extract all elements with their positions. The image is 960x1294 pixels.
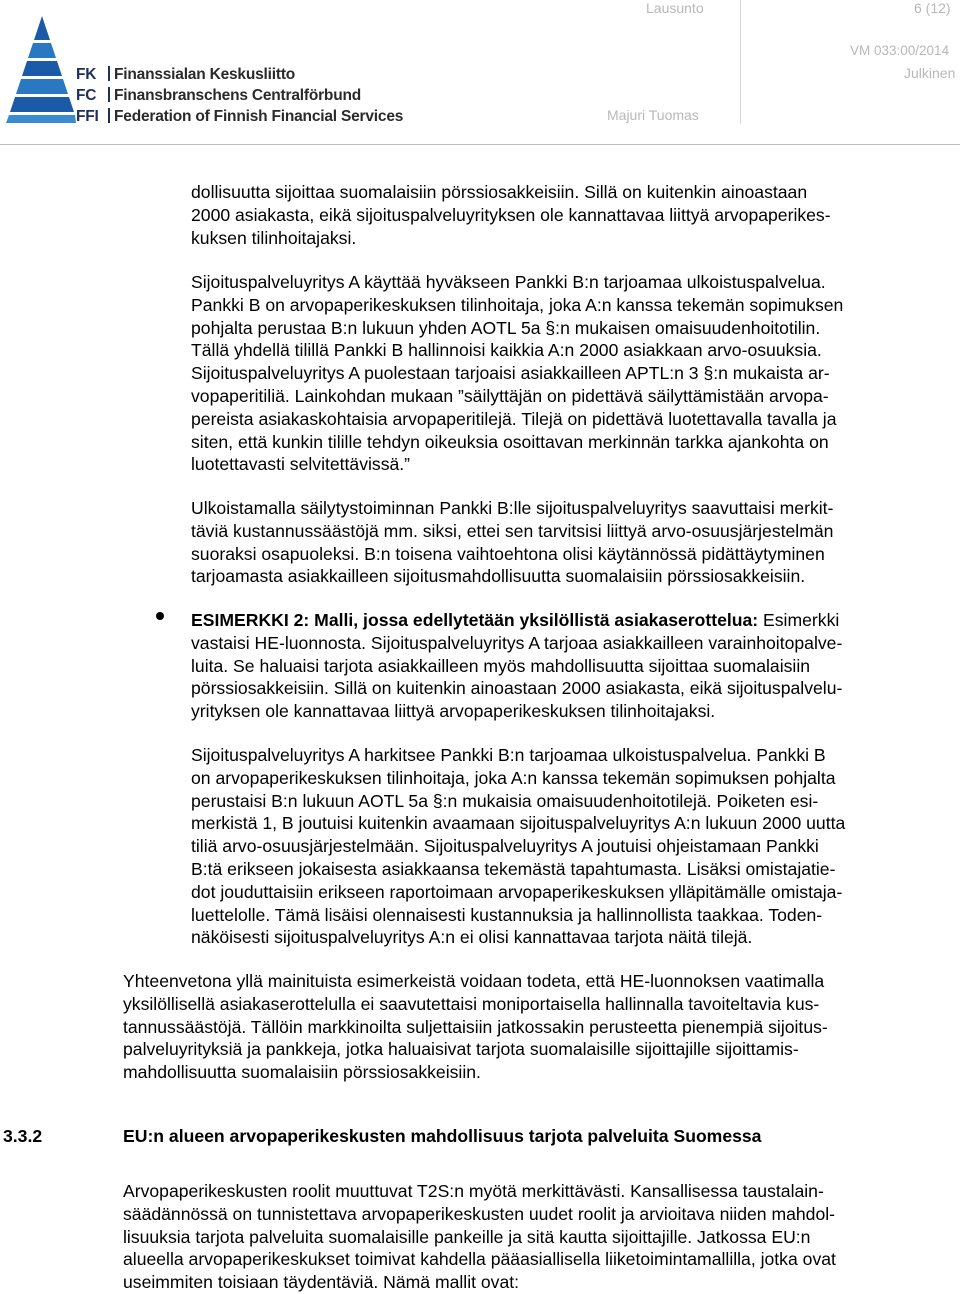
logo-line-fk: FK Finanssialan Keskusliitto <box>76 66 296 83</box>
paragraph-3: Ulkoistamalla säilytystoiminnan Pankki B:lle sijoituspalveluyritys saavuttaisi merkit- täviä kustannussäästöjä mm. siksi, ettei sen tarvitsisi liittyä arvo-osuusjärjestelmän suoraksi osapuoleksi. B:n toisena vaihtoehtona olisi käytännössä pidättäytyminen tarjoamasta asiakkailleen sijoitusmahdollisuutta suomalaisiin pörssiosakkeisiin. <box>191 498 834 587</box>
paragraph-summary: Yhteenvetona yllä mainituista esimerkeistä voidaan todeta, että HE-luonnoksen vaatimalla yksilöllisellä asiakaserottelulla ei saavutettaisi moniportaisella hallinnalla tavoiteltavia kus- tannussäästöjä. Tällöin markkinoilta suljettaisiin jatkossakin perusteetta pienempiä sijoitus- palveluyrityksiä ja pankkeja, jotka haluaisivat tarjota suomalaisille sijoittajille sijoittamis- mahdollisuutta suomalaisiin pörssiosakkeisiin. <box>123 971 828 1083</box>
paragraph-1: dollisuutta sijoittaa suomalaisiin pörssiosakkeisiin. Sillä on kuitenkin ainoastaan 2000 asiakasta, eikä sijoituspalveluyrityksen ole kannattavaa liittyä arvopaperikes- kuksen tilinhoitajaksi. <box>191 182 831 248</box>
paragraph-7: Arvopaperikeskusten roolit muuttuvat T2S:n myötä merkittävästi. Kansallisessa taustalain- säädännössä on tunnistettava arvopaperikeskusten uudet roolit ja arvioitava niiden mahdol- lisuuksia tarjota palveluita suomalaisille pankeille ja sitä kautta sijoittajille. Jatkossa EU:n alueella arvopaperikeskukset toimivat kahdella pääasiallisella liiketoimintamallilla, jotka ovat useimmiten toisiaan täydentäviä. Nämä mallit ovat: <box>123 1181 836 1293</box>
header-divider <box>740 0 741 124</box>
author-name: Majuri Tuomas <box>607 107 699 123</box>
section-number: 3.3.2 <box>3 1126 43 1146</box>
bullet-example-2: ESIMERKKI 2: Malli, jossa edellytetään yksilöllistä asiakaserottelua: Esimerkki vastaisi HE-luonnosta. Sijoituspalveluyritys A tarjoaa asiakkailleen varainhoitopalve- luita. Se haluaisi tarjota asiakkailleen myös mahdollisuutta sijoittaa suomalaisiin pörssiosakkeisiin. Sillä on kuitenkin ainoastaan 2000 asiakasta, eikä sijoituspalvelu- yrityksen ole kannattavaa liittyä arvopaperikeskuksen tilinhoitajaksi. <box>191 610 843 722</box>
paragraph-2: Sijoituspalveluyritys A käyttää hyväkseen Pankki B:n tarjoamaa ulkoistuspalvelua. Pankki B on arvopaperikeskuksen tilinhoitaja, joka A:n kanssa tekemän sopimuksen pohjalta perustaa B:n lukuun yhden AOTL 5a §:n mukaisen omaisuudenhoitotilin. Tällä yhdellä tilillä Pankki B hallinnoisi kaikkia A:n 2000 asiakkaan arvo-osuuksia. Sijoituspalveluyritys A puolestaan tarjoaisi asiakkailleen APTL:n 3 §:n mukaista ar- vopaperitiliä. Lainkohdan mukaan ”säilyttäjän on pidettävä säilyttämistään arvopa- pereista asiakaskohtaisia arvopaperitilejä. Tilejä on pidettävä luotettavalla tavalla ja siten, että kunkin tilille tehdyn oikeuksia osoittavan merkinnän tarkka ajankohta on luotettavasti selvitettävissä.” <box>191 272 844 475</box>
paragraph-5: Sijoituspalveluyritys A harkitsee Pankki B:n tarjoamaa ulkoistuspalvelua. Pankki B on arvopaperikeskuksen tilinhoitaja, joka A:n kanssa tekemän sopimuksen pohjalta perustaisi B:n lukuun AOTL 5a §:n mukaisia omaisuudenhoitotilejä. Poiketen esi- merkistä 1, B joutuisi kuitenkin avaamaan sijoituspalveluyritys A:n lukuun 2000 uutta tiliä arvo-osuusjärjestelmään. Sijoituspalveluyritys A joutuisi ohjeistamaan Pankki B:tä erikseen jokaisesta asiakkaansa tekemästä tapahtumasta. Lisäksi omistajatie- dot jouduttaisiin erikseen raportoimaan arvopaperikeskuksen ylläpitämälle omistaja- luettelolle. Tämä lisäisi olennaisesti kustannuksia ja hallinnollista taakkaa. Toden- näköisesti sijoituspalveluyritys A:n ei olisi kannattavaa tarjota näitä tilejä. <box>191 745 846 948</box>
page-number: 6 (12) <box>914 0 951 16</box>
logo-line-fc: FC Finansbranschens Centralförbund <box>76 87 361 104</box>
doc-type: Lausunto <box>646 0 704 16</box>
reference-number: VM 033:00/2014 <box>850 43 950 58</box>
status-label: Julkinen <box>904 65 956 81</box>
header-rule <box>0 144 960 145</box>
logo-line-ffi: FFI Federation of Finnish Financial Services <box>76 108 404 125</box>
ffi-logo-icon <box>4 10 76 128</box>
section-title: EU:n alueen arvopaperikeskusten mahdollisuus tarjota palveluita Suomessa <box>123 1126 762 1146</box>
example-heading: ESIMERKKI 2: Malli, jossa edellytetään yksilöllistä asiakaserottelua: <box>191 610 759 630</box>
bullet-dot <box>156 612 164 620</box>
